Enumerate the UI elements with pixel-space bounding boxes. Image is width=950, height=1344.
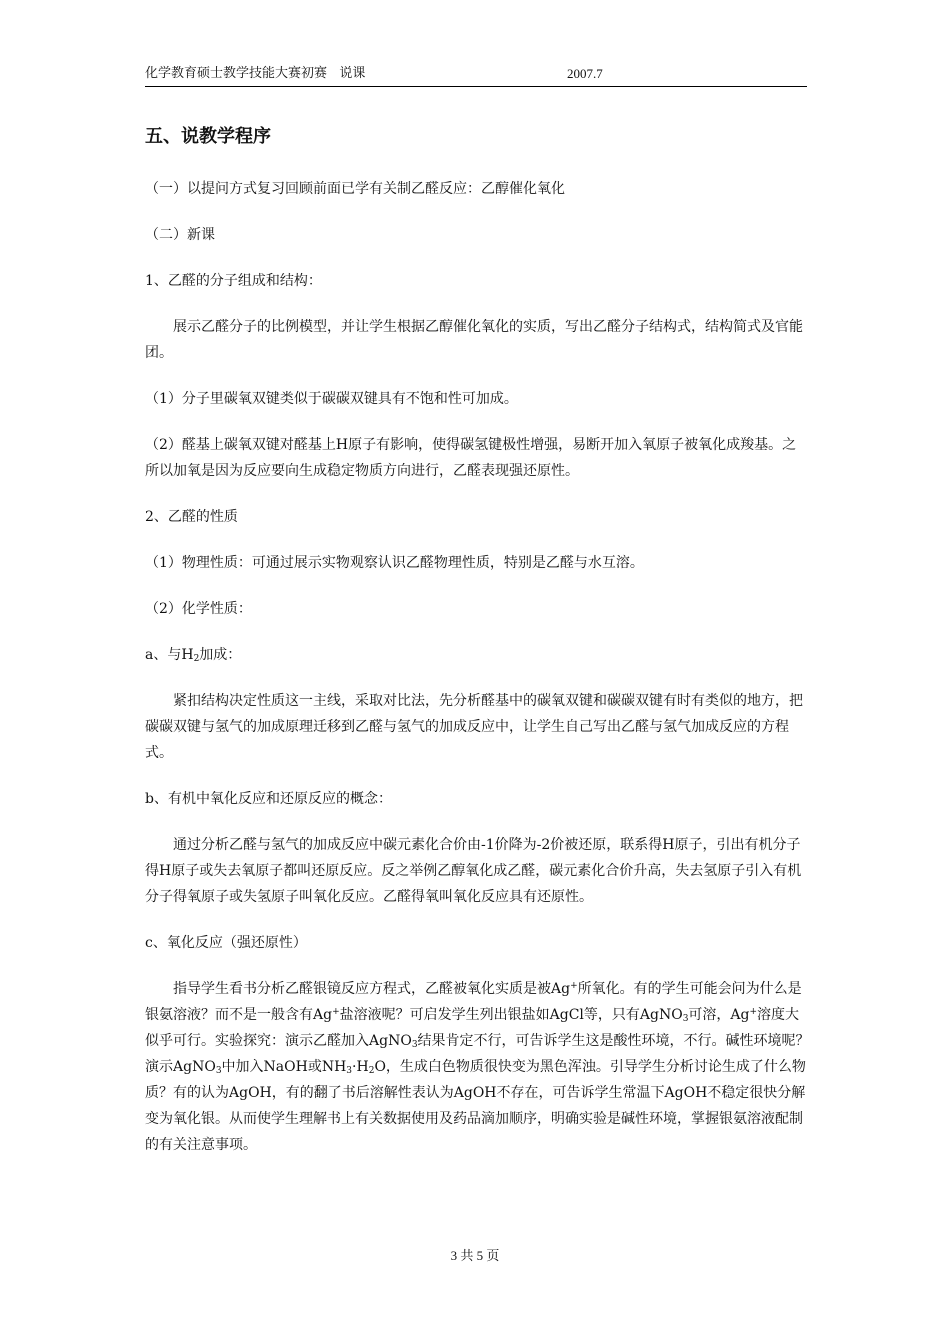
paragraph-addition-title: a、与$H_2$加成：: [145, 647, 242, 664]
paragraph-redox: 通过分析乙醛与氢气的加成反应中碳元素化合价由-1价降为-2价被还原，联系得H原子，引出有机分子得H原子或失去氧原子都叫还原反应。反之举例乙醇氧化成乙醛，碳元素化合价升高，失去氢原子引入有机分子得氧原子或失氢原子叫氧化反应。乙醛得氧叫氧化反应具有还原性。: [145, 837, 802, 905]
paragraph-model: 展示乙醛分子的比例模型，并让学生根据乙醇催化氧化的实质，写出乙醛分子结构式，结构简式及官能团。: [145, 319, 803, 361]
section-heading: 五、说教学程序: [145, 126, 271, 147]
page-number: 3 共 5 页: [450, 1248, 500, 1263]
page-header: [145, 64, 807, 87]
paragraph-point-2: （2）醛基上碳氧双键对醛基上H原子有影响，使得碳氢键极性增强，易断开加入氧原子被氧化成羧基。之所以加氧是因为反应要向生成稳定物质方向进行，乙醛表现强还原性。: [145, 437, 797, 479]
header-date: 2007.7: [567, 66, 603, 81]
paragraph-oxidation-title: c、氧化反应（强还原性）: [145, 935, 307, 951]
paragraph-properties-title: 2、乙醛的性质: [145, 509, 238, 525]
paragraph-physical: （1）物理性质：可通过展示实物观察认识乙醛物理性质，特别是乙醛与水互溶。: [145, 555, 644, 571]
paragraph-structure-title: 1、乙醛的分子组成和结构：: [145, 273, 322, 289]
paragraph-addition: 紧扣结构决定性质这一主线，采取对比法，先分析醛基中的碳氧双键和碳碳双键有时有类似的地方，把碳碳双键与氢气的加成原理迁移到乙醛与氢气的加成反应中，让学生自己写出乙醛与氢气加成反应的方程式。: [145, 693, 803, 761]
page-content: [145, 124, 810, 1178]
header-title: 化学教育硕士教学技能大赛初赛 说课: [145, 66, 366, 81]
paragraph-new-lesson: （二）新课: [145, 227, 215, 243]
paragraph-point-1: （1）分子里碳氧双键类似于碳碳双键具有不饱和性可加成。: [145, 391, 518, 407]
paragraph-silver-mirror: 指导学生看书分析乙醛银镜反应方程式，乙醛被氧化实质是被Ag+所氧化。有的学生可能会问为什么是银氨溶液？而不是一般含有Ag+盐溶液呢？可启发学生列出银盐如AgCl等，只有AgNO$_3$可溶，Ag+溶度大似乎可行。实验探究：演示乙醛加入AgNO$_3$结果肯定不行，可告诉学生这是酸性环境，不行。碱性环境呢？演示AgNO$_3$中加入NaOH或$NH_3\cdot H_2O$，生成白色物质很快变为黑色浑浊。引导学生分析讨论生成了什么物质？有的认为AgOH，有的翻了书后溶解性表认为AgOH不存在，可告诉学生常温下AgOH不稳定很快分解变为氧化银。从而使学生理解书上有关数据使用及药品滴加顺序，明确实验是碱性环境，掌握银氨溶液配制的有关注意事项。: [145, 981, 810, 1153]
paragraph-review: （一）以提问方式复习回顾前面已学有关制乙醛反应：乙醇催化氧化: [145, 181, 565, 197]
paragraph-redox-title: b、有机中氧化反应和还原反应的概念：: [145, 791, 392, 807]
paragraph-chemical: （2）化学性质：: [145, 601, 252, 617]
